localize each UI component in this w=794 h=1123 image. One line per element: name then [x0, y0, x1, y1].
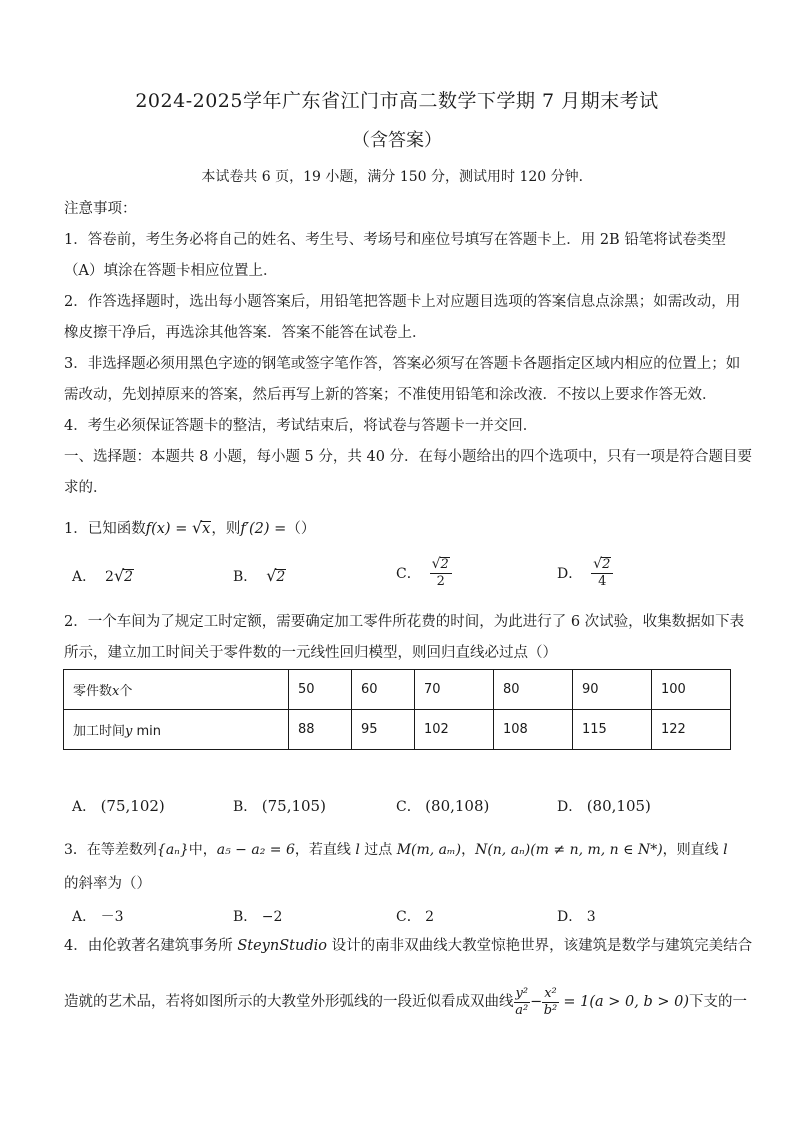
q1-middle: ，则 [211, 521, 241, 537]
table-row [64, 710, 731, 750]
q1-option-b[interactable]: B． √2 [233, 566, 286, 585]
q1-ask: f′(2) = [240, 521, 287, 537]
table-cell: 88 [289, 710, 352, 750]
q3-point-n: N(n, aₙ) [475, 842, 531, 858]
table-row [64, 670, 731, 710]
table-cell: 122 [652, 710, 731, 750]
notice-item: 4．考生必须保证答题卡的整洁，考试结束后，将试卷与答题卡一并交回． [64, 418, 538, 434]
page-title: 2024-2025学年广东省江门市高二数学下学期 7 月期末考试 [135, 90, 659, 112]
q1-prefix: 1．已知函数 [64, 521, 146, 537]
data-table [63, 669, 731, 750]
q1-function: f(x) = [145, 521, 192, 537]
q4-hyperbola: = 1(a > 0, b > 0) [558, 994, 690, 1010]
q3-point-m: M(m, aₘ) [396, 842, 462, 858]
notice-item: （A）填涂在答题卡相应位置上． [64, 263, 278, 279]
q3-option-c[interactable]: C． 2 [396, 909, 435, 925]
table-row-header: 加工时间y min [64, 710, 289, 750]
question-4: 4．由伦敦著名建筑事务所 SteynStudio 设计的南非双曲线大教堂惊艳世界，该建筑是数学与建筑完美结合 [64, 938, 753, 954]
exam-intro: 本试卷共 6 页，19 小题，满分 150 分，测试用时 120 分钟． [201, 169, 593, 185]
q2-option-d[interactable]: D． (80,105) [557, 797, 651, 815]
question-3: 3．在等差数列{aₙ}中，a₅ − a₂ = 6，若直线 l 过点 M(m, aₘ)，N(n, aₙ)(m ≠ n, m, n ∈ N*)，则直线 l [64, 842, 728, 858]
table-cell: 80 [494, 670, 573, 710]
q3-option-b[interactable]: B． −2 [233, 909, 283, 925]
q2-option-b[interactable]: B． (75,105) [233, 797, 326, 815]
notice-item: 1．答卷前，考生务必将自己的姓名、考生号、考场号和座位号填写在答题卡上．用 2B 铅笔将试卷类型 [64, 232, 726, 248]
question-4-cont: 造就的艺术品，若将如图所示的大教堂外形弧线的一段近似看成双曲线 $\frac{\text{y²}}{\text{a²}}$ − $\frac{\text{x²}}{\text{b²}}$ = 1(a > 0, b > 0)下支的一 [64, 985, 748, 1018]
notice-item: 2．作答选择题时，选出每小题答案后，用铅笔把答题卡上对应题目选项的答案信息点涂黑；如需改动，用 [64, 294, 741, 310]
q3-condition: a₅ − a₂ = 6 [216, 842, 295, 858]
q1-option-a[interactable]: A． 2√2 [72, 566, 134, 585]
q1-radicand: x [202, 521, 211, 537]
table-cell: 90 [573, 670, 652, 710]
table-row-header: 零件数x个 [64, 670, 289, 710]
table-cell: 50 [289, 670, 352, 710]
table-cell: 115 [573, 710, 652, 750]
question-1: 1．已知函数f(x) = √x，则f′(2) =（） [64, 518, 316, 537]
q1-option-d[interactable]: D． $\frac{√2}{4}$ [557, 556, 613, 590]
table-cell: 95 [352, 710, 415, 750]
q2-option-c[interactable]: C． (80,108) [396, 797, 490, 815]
table-cell: 70 [415, 670, 494, 710]
q1-option-c[interactable]: C． $\frac{√2}{2}$ [396, 556, 452, 590]
q3-sequence: {aₙ} [156, 842, 189, 858]
table-cell: 102 [415, 710, 494, 750]
q1-paren: （） [286, 521, 316, 537]
section-heading-cont: 求的． [64, 480, 108, 496]
table-cell: 100 [652, 670, 731, 710]
question-3-cont: 的斜率为（） [64, 876, 151, 892]
q4-studio-name: SteynStudio [237, 938, 327, 954]
notice-item: 需改动，先划掉原来的答案，然后再写上新的答案；不准使用铅笔和涂改液．不按以上要求作答无效． [64, 387, 717, 403]
question-2-cont: 所示，建立加工时间关于零件数的一元线性回归模型，则回归直线必过点（） [64, 645, 557, 661]
question-2: 2．一个车间为了规定工时定额，需要确定加工零件所花费的时间，为此进行了 6 次试验，收集数据如下表 [64, 614, 745, 630]
q3-constraint: (m ≠ n, m, n ∈ N*) [530, 842, 663, 858]
q2-option-a[interactable]: A． (75,102) [72, 797, 165, 815]
q3-option-a[interactable]: A． －3 [72, 909, 124, 925]
page-subtitle: （含答案） [352, 130, 442, 151]
q3-option-d[interactable]: D． 3 [557, 909, 596, 925]
section-heading: 一、选择题：本题共 8 小题，每小题 5 分，共 40 分．在每小题给出的四个选项中，只有一项是符合题目要 [64, 449, 753, 465]
notice-item: 橡皮擦干净后，再选涂其他答案．答案不能答在试卷上． [64, 325, 427, 341]
table-cell: 60 [352, 670, 415, 710]
notice-heading: 注意事项： [64, 201, 137, 217]
table-cell: 108 [494, 710, 573, 750]
notice-item: 3．非选择题必须用黑色字迹的钢笔或签字笔作答，答案必须写在答题卡各题指定区域内相应的位置上；如 [64, 356, 741, 372]
